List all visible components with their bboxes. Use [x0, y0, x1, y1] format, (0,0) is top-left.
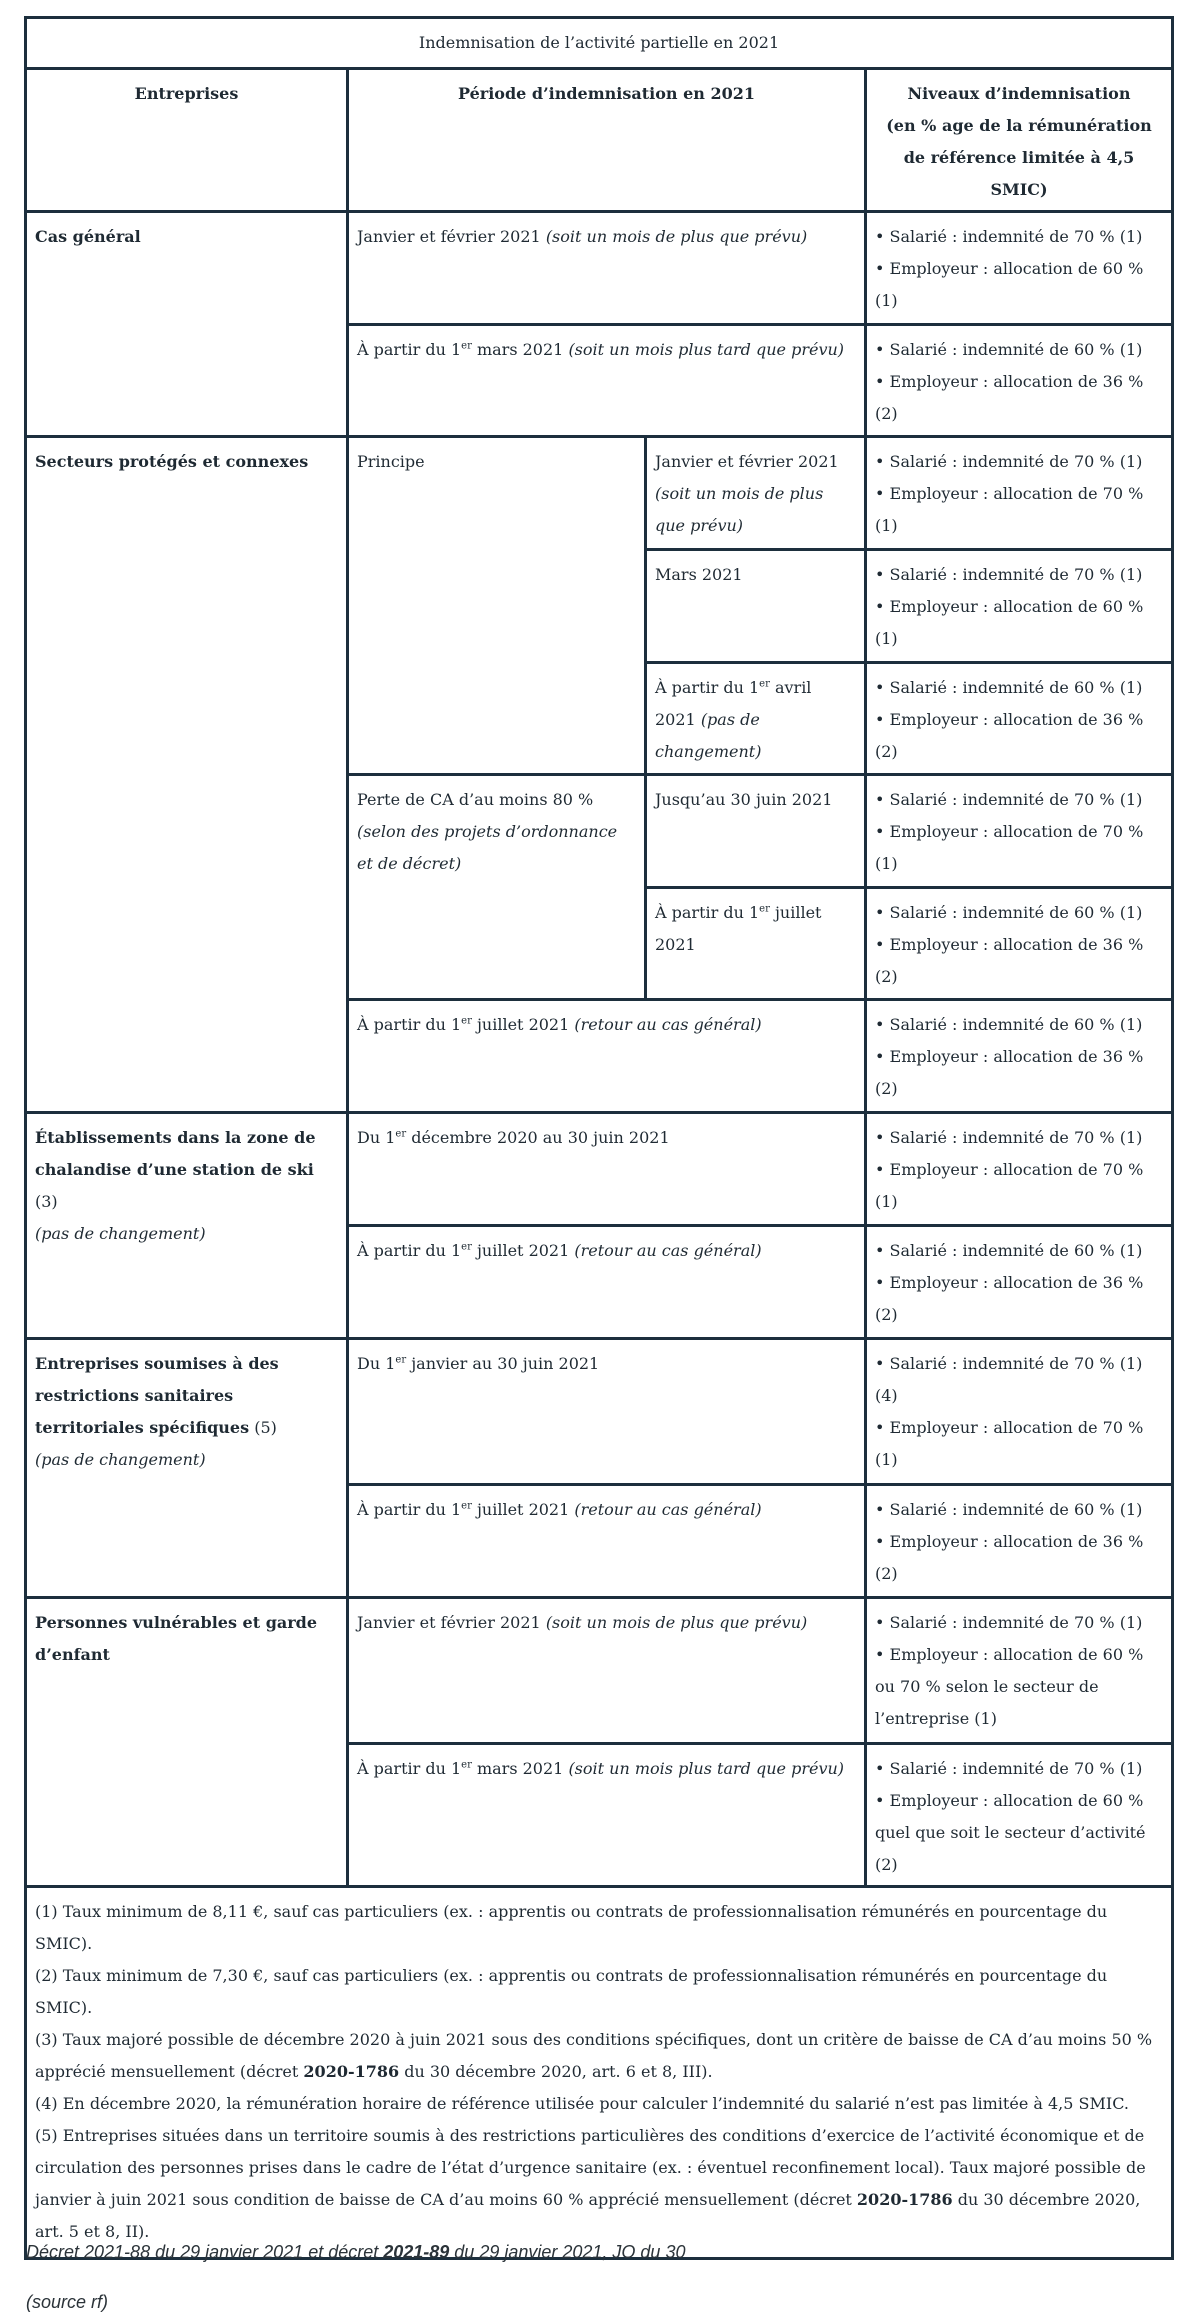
- salarie-level: • Salarié : indemnité de 60 % (1): [875, 1241, 1143, 1260]
- section-stations-ski: Établissements dans la zone de chalandise d’une station de ski (3) (pas de changement): [26, 1113, 348, 1339]
- source-decree-line: Décret 2021-88 du 29 janvier 2021 et décret 2021-89 du 29 janvier 2021, JO du 30: [26, 2242, 686, 2262]
- period-cell: À partir du 1er avril 2021 (pas de changement): [646, 663, 866, 775]
- period-cell: Du 1er décembre 2020 au 30 juin 2021: [348, 1113, 866, 1226]
- employeur-level: • Employeur : allocation de 36 % (2): [875, 710, 1144, 761]
- employeur-level: • Employeur : allocation de 60 % (1): [875, 259, 1144, 310]
- levels-cell: [866, 1339, 1173, 1485]
- employeur-level: • Employeur : allocation de 70 % (1): [875, 484, 1144, 535]
- header-niveaux: [866, 69, 1173, 212]
- salarie-level: • Salarié : indemnité de 60 % (1): [875, 903, 1143, 922]
- header-periode: Période d’indemnisation en 2021: [348, 69, 866, 212]
- levels-cell: [866, 1598, 1173, 1744]
- source-credit: (source rf): [26, 2292, 109, 2312]
- period-cell: À partir du 1er juillet 2021: [646, 888, 866, 1000]
- employeur-level: • Employeur : allocation de 70 % (1): [875, 1418, 1144, 1469]
- table-title: Indemnisation de l’activité partielle en 2021: [26, 18, 1173, 69]
- perte-ca-cell: Perte de CA d’au moins 80 % (selon des projets d’ordonnance et de décret): [348, 775, 646, 1000]
- employeur-level: • Employeur : allocation de 36 % (2): [875, 935, 1144, 986]
- levels-cell: [866, 325, 1173, 437]
- employeur-level: • Employeur : allocation de 70 % (1): [875, 822, 1144, 873]
- employeur-level: • Employeur : allocation de 36 % (2): [875, 1047, 1144, 1098]
- salarie-level: • Salarié : indemnité de 70 % (1): [875, 227, 1143, 246]
- table-row: [26, 1113, 1173, 1226]
- footnote-2: (2) Taux minimum de 7,30 €, sauf cas particuliers (ex. : apprentis ou contrats de professionnalisation rémunérés en pourcentage du SMIC).: [35, 1966, 1108, 2017]
- footnotes: [26, 1887, 1173, 2259]
- footnote-3: (3) Taux majoré possible de décembre 2020 à juin 2021 sous des conditions spécifiques, dont un critère de baisse de CA d’au moins 50 % apprécié mensuellement (décret 2020-1786 du 30 décembre 2020, art. 6 et 8, III).: [35, 2030, 1153, 2081]
- section-secteurs-proteges: Secteurs protégés et connexes: [26, 437, 348, 1113]
- employeur-level: • Employeur : allocation de 36 % (2): [875, 372, 1144, 423]
- period-cell: Janvier et février 2021 (soit un mois de plus que prévu): [646, 437, 866, 550]
- period-cell: Janvier et février 2021 (soit un mois de plus que prévu): [348, 212, 866, 325]
- levels-cell: [866, 663, 1173, 775]
- footnote-1: (1) Taux minimum de 8,11 €, sauf cas particuliers (ex. : apprentis ou contrats de professionnalisation rémunérés en pourcentage du SMIC).: [35, 1902, 1108, 1953]
- header-entreprises: Entreprises: [26, 69, 348, 212]
- salarie-level: • Salarié : indemnité de 70 % (1): [875, 790, 1143, 809]
- period-cell: À partir du 1er mars 2021 (soit un mois plus tard que prévu): [348, 1744, 866, 1887]
- period-cell: Jusqu’au 30 juin 2021: [646, 775, 866, 888]
- footnote-4: (4) En décembre 2020, la rémunération horaire de référence utilisée pour calculer l’indemnité du salarié n’est pas limitée à 4,5 SMIC.: [35, 2094, 1129, 2113]
- levels-cell: [866, 1744, 1173, 1887]
- salarie-level: • Salarié : indemnité de 60 % (1): [875, 678, 1143, 697]
- salarie-level: • Salarié : indemnité de 70 % (1): [875, 1613, 1143, 1632]
- levels-cell: [866, 1226, 1173, 1339]
- table-row: [26, 437, 1173, 550]
- employeur-level: • Employeur : allocation de 60 % quel que soit le secteur d’activité (2): [875, 1791, 1146, 1874]
- salarie-level: • Salarié : indemnité de 60 % (1): [875, 340, 1143, 359]
- levels-cell: [866, 888, 1173, 1000]
- salarie-level: • Salarié : indemnité de 70 % (1): [875, 565, 1143, 584]
- section-personnes-vulnerables: Personnes vulnérables et garde d’enfant: [26, 1598, 348, 1887]
- employeur-level: • Employeur : allocation de 36 % (2): [875, 1532, 1144, 1583]
- salarie-level: • Salarié : indemnité de 70 % (1) (4): [875, 1354, 1143, 1405]
- period-cell: Janvier et février 2021 (soit un mois de plus que prévu): [348, 1598, 866, 1744]
- table-row: [26, 212, 1173, 325]
- salarie-level: • Salarié : indemnité de 60 % (1): [875, 1500, 1143, 1519]
- period-cell: Du 1er janvier au 30 juin 2021: [348, 1339, 866, 1485]
- levels-cell: [866, 437, 1173, 550]
- header-niveaux-subtitle: (en % age de la rémunération de référence limitée à 4,5 SMIC): [886, 116, 1152, 199]
- levels-cell: [866, 1000, 1173, 1113]
- period-cell: À partir du 1er juillet 2021 (retour au cas général): [348, 1485, 866, 1598]
- employeur-level: • Employeur : allocation de 60 % ou 70 % selon le secteur de l’entreprise (1): [875, 1645, 1144, 1728]
- section-restrictions-sanitaires: Entreprises soumises à des restrictions sanitaires territoriales spécifiques (5) (pas de changement): [26, 1339, 348, 1598]
- employeur-level: • Employeur : allocation de 36 % (2): [875, 1273, 1144, 1324]
- levels-cell: [866, 775, 1173, 888]
- header-niveaux-title: Niveaux d’indemnisation: [907, 84, 1131, 103]
- period-cell: Mars 2021: [646, 550, 866, 663]
- section-cas-general: Cas général: [26, 212, 348, 437]
- footnote-5: (5) Entreprises situées dans un territoire soumis à des restrictions particulières des conditions d’exercice de l’activité économique et de circulation des personnes prises dans le cadre de l’état d’urgence sanitaire (ex. : éventuel reconfinement local). Taux majoré possible de janvier à juin 2021 sous condition de baisse de CA d’au moins 60 % apprécié mensuellement (décret 2020-1786 du 30 décembre 2020, art. 5 et 8, II).: [35, 2126, 1146, 2241]
- employeur-level: • Employeur : allocation de 70 % (1): [875, 1160, 1144, 1211]
- employeur-level: • Employeur : allocation de 60 % (1): [875, 597, 1144, 648]
- period-cell: À partir du 1er juillet 2021 (retour au cas général): [348, 1000, 866, 1113]
- levels-cell: [866, 1113, 1173, 1226]
- salarie-level: • Salarié : indemnité de 60 % (1): [875, 1015, 1143, 1034]
- footnotes-row: [26, 1887, 1173, 2259]
- indemnisation-table: [24, 16, 1174, 2260]
- salarie-level: • Salarié : indemnité de 70 % (1): [875, 1128, 1143, 1147]
- table-row: [26, 1339, 1173, 1485]
- principe-cell: Principe: [348, 437, 646, 775]
- levels-cell: [866, 550, 1173, 663]
- table-row: [26, 1598, 1173, 1744]
- levels-cell: [866, 212, 1173, 325]
- salarie-level: • Salarié : indemnité de 70 % (1): [875, 452, 1143, 471]
- salarie-level: • Salarié : indemnité de 70 % (1): [875, 1759, 1143, 1778]
- period-cell: À partir du 1er mars 2021 (soit un mois plus tard que prévu): [348, 325, 866, 437]
- period-cell: À partir du 1er juillet 2021 (retour au cas général): [348, 1226, 866, 1339]
- levels-cell: [866, 1485, 1173, 1598]
